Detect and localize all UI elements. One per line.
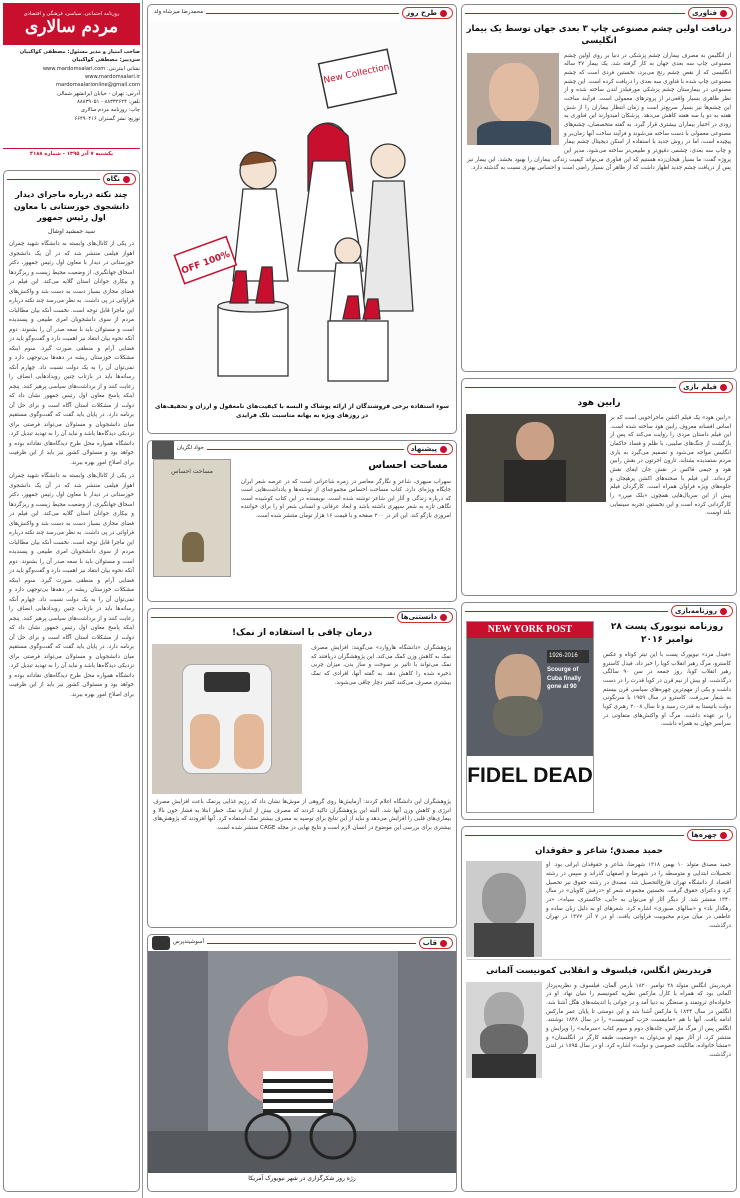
bullet-icon <box>440 940 447 947</box>
section-header <box>462 827 736 843</box>
bullet-icon <box>123 176 130 183</box>
section-tag-label: نگاه <box>106 174 120 183</box>
film-content <box>462 412 736 520</box>
section-tag <box>407 443 453 455</box>
section-tag-label: چهره‌ها <box>691 830 717 839</box>
portrait-beard <box>480 1024 528 1058</box>
middle-column <box>147 0 457 1198</box>
bullet-icon <box>720 384 727 391</box>
nyp-headline: FIDEL DEAD <box>467 764 593 787</box>
article-title: دریافت اولین چشم مصنوعی چاپ ۳ بعدی جهان توسط یک بیمار انگلیسی <box>466 24 732 47</box>
author-block <box>152 440 204 459</box>
photographer-block <box>152 936 204 950</box>
fanavari-box <box>461 4 737 372</box>
parade-photo <box>148 951 456 1173</box>
pub-line: mardomsalarionline@gmail.com <box>55 82 140 89</box>
section-tag-label: پیشنهاد <box>410 444 437 453</box>
fanavari-content <box>462 50 736 175</box>
article-body: «رابین هود» یک فیلم اکشن ماجراجویی است که بر اساس افسانه معروف رابین هود ساخته شده است. این فیلم داستان مردی را روایت می‌کند که پس از بازگشت از جنگ‌های صلیبی، با ظلم و فساد حاکمان انگلیس مواجه می‌شود و تصمیم می‌گیرد به یاری مردم ستمدیده بشتابد. تارون اجرتون در نقش رابین هود و جیمی فاکس در نقش جان ایفای نقش کرده‌اند. این فیلم با صحنه‌های اکشن پرهیجان و جلوه‌های ویژه فراوان همراه است. کارگردان فیلم پیش از این سریال‌هایی همچون «بلک میرر» را کارگردانی کرده است و این نخستین تجربه سینمایی بلند اوست. <box>610 415 731 517</box>
section-header <box>462 379 736 395</box>
masthead-tagline: روزنامه اجتماعی، سیاسی، فرهنگی و اقتصادی <box>23 11 120 18</box>
pishnahad-content <box>148 457 456 579</box>
pub-line: آدرس: تهران - خیابان ایرانشهر شمالی <box>57 90 140 97</box>
article-title: مساحت احساس <box>368 460 448 471</box>
divider <box>467 959 731 960</box>
danestaniha-text <box>306 642 456 796</box>
danestaniha-box <box>147 608 457 928</box>
portrait-suit <box>472 1054 536 1078</box>
bullet-icon <box>720 832 727 839</box>
pishnahad-text <box>236 457 456 579</box>
person-body: حمید مصدق متولد ۱۰ بهمن ۱۳۱۸ شهرضا، شاعر و حقوقدان ایرانی بود. او تحصیلات ابتدایی و متوسطه را در شهرضا و اصفهان گذراند و سپس در رشته اقتصاد از دانشگاه تهران فارغ‌التحصیل شد. مصدق در رشته حقوق نیز تحصیل کرد و دکترای حقوق گرفت. نخستین مجموعه شعر او «درفش کاویان» در سال ۱۳۴۰ منتشر شد. از دیگر آثار او می‌توان به «آبی، خاکستری، سیاه»، «در رهگذار باد» و «سالهای صبوری» اشاره کرد. شعرهای او به دلیل زبان ساده و عاطفی در میان مردم محبوبیت فراوانی یافت. او در ۷ آذر ۱۳۷۷ در تهران درگذشت. <box>546 862 731 929</box>
section-tag-label: روزنامه‌بازی <box>675 606 717 615</box>
section-tag <box>687 829 733 841</box>
book-cover-figure <box>182 532 204 562</box>
bullet-icon <box>440 614 447 621</box>
left-column <box>0 0 143 1198</box>
article-body: پژوهشگران «دانشگاه هاروارد» می‌گویند: افزایش مصرف نمک به کاهش وزن کمک می‌کند. این پژوهشگران دریافتند که نمک می‌تواند با تاثیر بر سوخت و ساز بدن، میزان چربی ذخیره شده را کاهش دهد. به گفته آنها، افرادی که نمک بیشتری مصرف می‌کنند کمتر دچار چاقی می‌شوند. <box>311 645 451 686</box>
section-tag <box>679 381 733 393</box>
patient-photo <box>467 53 559 145</box>
pub-line: صاحب امتیاز و مدیر مسئول: مصطفی کواکبیان <box>19 49 140 55</box>
bullet-icon <box>720 608 727 615</box>
cartoon-box <box>147 4 457 434</box>
chehreha-box <box>461 826 737 1192</box>
pub-line: www.mardomsalari.ir <box>85 73 140 80</box>
portrait-face <box>482 873 526 925</box>
article-body: در یکی از کانال‌های وابسته به دانشگاه شهید چمران اهواز فیلمی منتشر شد که در آن یک دانشجوی خوزستانی در دیدار با معاون اول رئیس جمهور، دکتر اسحاق جهانگیری، از وضعیت محیط زیست و ریزگردها و بیکاری جوانان استان گلایه می‌کند. این فیلم در فضای مجازی بسیار دست به دست شد و واکنش‌های فراوانی در پی داشت. به نظر می‌رسد چند نکته درباره این ماجرا قابل توجه است. نخست آنکه بیان مطالبات مردم از سوی دانشجویان امری طبیعی و پسندیده است و مسئولان باید با سعه صدر آن را بشنوند. دوم آنکه نحوه بیان انتقاد نیز اهمیت دارد و گفت‌وگو باید در فضایی آرام و منطقی صورت گیرد. سوم اینکه مشکلات خوزستان ریشه در دهه‌ها بی‌توجهی دارد و نمی‌توان آن را به یک دولت نسبت داد. چهارم آنکه رسانه‌ها باید در بازتاب چنین رویدادهایی انصاف را رعایت کنند و از برداشت‌های سیاسی پرهیز کنند. پنجم اینکه پاسخ معاون اول رئیس جمهور نشان داد که دولت از مشکلات استان آگاه است و برای حل آن برنامه دارد. در پایان باید گفت که گفت‌وگوی مستقیم میان دانشجویان و مسئولان می‌تواند فرصتی برای نزدیکی دیدگاه‌ها باشد و نباید آن را به تهدید تبدیل کرد. دانشگاه همواره محل طرح دیدگاه‌های نقادانه بوده و خواهد بود و مسئولان کشور نیز باید از این ظرفیت برای اصلاح امور بهره ببرند. <box>9 473 134 698</box>
film-box <box>461 378 737 596</box>
section-header <box>148 5 456 21</box>
nyp-years: 1926-2016 <box>547 650 589 663</box>
section-tag <box>688 7 733 19</box>
actor-face <box>516 422 554 462</box>
film-still <box>466 414 606 502</box>
article-body: «فیدل مرد» نیویورک پست با این تیتر کوتاه و عکس کاسترو، مرگ رهبر انقلاب کوبا را خبر داد. فیدل کاسترو رهبر انقلاب کوبا، روز جمعه در سن ۹۰ سالگی درگذشت. او بیش از نیم قرن در کوبا قدرت را در دست داشت و یکی از مهم‌ترین چهره‌های سیاسی قرن بیستم به شمار می‌رفت. کاسترو در سال ۱۹۵۹ با سرنگونی دولت باتیستا به قدرت رسید و تا سال ۲۰۰۸ رهبری کوبا را بر عهده داشت. مرگ او واکنش‌های متفاوتی در سراسر جهان به همراه داشت. <box>603 652 731 728</box>
section-tag <box>103 173 136 185</box>
divider <box>465 13 685 14</box>
article-body: از انگلیس به مصرف بیماران چشم پزشکی در دنیا بر روی اولین چشم مصنوعی چاپ سه بعدی جهان به کار گرفته شد. یک بیمار ۴۷ ساله انگلیسی که از نقص چشم رنج می‌برد، نخستین فردی است که چشم مصنوعی چاپ شده با فناوری سه بعدی را دریافت کرده است. این چشم مصنوعی در بیمارستان چشم پزشکی مورفیلدز لندن ساخته شده و از نظر ظاهری بسیار واقعی‌تر از پروتزهای معمولی است. فرآیند ساخت این چشم‌ها نیز بسیار سریع‌تر است و زمان انتظار بیماران را از شش هفته به دو یا سه هفته کاهش می‌دهد. پزشکان امیدوارند این فناوری به زودی در اختیار بیماران بیشتری قرار گیرد. به گفته متخصصان، چشم‌های مصنوعی معمولی با دست ساخته می‌شوند و فرآیند ساخت آنها زمان‌بر و پیچیده است، اما در روش جدید با استفاده از اسکن دیجیتال چشم بیمار و چاپ سه بعدی، چشمی دقیق‌تر و طبیعی‌تر ساخته می‌شود. مدیر این پروژه گفت: ما بسیار هیجان‌زده هستیم که این فناوری می‌تواند کیفیت زندگی بیماران را بهبود بخشد. این بیمار نیز پس از دریافت چشم جدید اظهار داشت که از ظاهر آن بسیار راضی است و احساس بهتری نسبت به گذشته دارد. <box>467 52 731 172</box>
engels-photo <box>466 982 542 1078</box>
person-title: حمید مصدق؛ شاعر و حقوقدان <box>535 846 663 856</box>
publication-info <box>3 48 140 123</box>
pub-line: توزیع: نشر گستران ۶۶۴۹۰۴۱۶ <box>74 115 140 122</box>
nyp-logo: NEW YORK POST <box>467 622 593 638</box>
article-title: درمان چاقی با استفاده از نمک! <box>231 628 373 638</box>
divider <box>206 13 399 14</box>
masthead <box>3 3 140 45</box>
camera-icon <box>152 936 170 950</box>
section-header <box>462 5 736 21</box>
section-tag-label: قاب <box>422 938 437 947</box>
nyp-subhead: Scourge of Cuba finally gone at 90 <box>547 667 582 691</box>
pub-line: چاپ: روزنامه مردم سالاری <box>80 107 140 114</box>
section-tag-label: فناوری <box>692 8 717 17</box>
rooznameh-text <box>598 619 736 815</box>
person1-content <box>462 859 736 932</box>
actor-costume <box>504 460 566 502</box>
divider <box>465 835 684 836</box>
divider <box>7 179 100 180</box>
neghah-box <box>3 170 140 1192</box>
scale-display <box>204 672 250 692</box>
cartoon-caption: سوء استفاده برخی فروشندگان از ارائه پوشاک و البسه با کیفیت‌های نامعقول و ارزان و تخفیف‌های در روزهای ویژه به بهانه مناسبت بلک فرایدی <box>155 403 449 419</box>
right-column <box>461 0 740 1198</box>
nyp-photo <box>467 638 593 756</box>
left-foot <box>190 714 220 769</box>
castro-beard <box>493 696 543 736</box>
scale-photo <box>152 644 302 794</box>
sign-100-off: 100% OFF <box>180 249 232 277</box>
issue-date: یکشنبه ۷ آذر ۱۳۹۵ - شماره ۴۱۸۸ <box>3 148 140 159</box>
section-header <box>148 935 456 951</box>
patient-face <box>489 63 539 123</box>
divider <box>465 387 676 388</box>
pub-line: تلفن: ۸۸۳۳۲۶۲۴ - ۸۸۸۳۹۰۵۱ <box>77 98 140 105</box>
section-tag-label: طرح روز <box>406 8 437 17</box>
article-title: چند نکته درباره ماجرای دیدار دانشجوی خوزستانی با معاون اول رئیس جمهور <box>13 190 130 223</box>
section-tag-label: فیلم بازی <box>683 382 717 391</box>
divider <box>465 611 668 612</box>
bullet-icon <box>440 446 447 453</box>
person2-content <box>462 980 736 1062</box>
pishnahad-author: جواد لگزیان <box>177 445 204 452</box>
rooznameh-content <box>462 619 736 815</box>
divider <box>207 449 404 450</box>
section-tag <box>419 937 453 949</box>
article-author: سید جمشید اوشال <box>47 227 96 235</box>
ghab-box <box>147 934 457 1192</box>
cartoon-author: محمدرضا میرشاه ولد <box>154 9 204 16</box>
rooznameh-box <box>461 602 737 820</box>
danestaniha-content <box>148 642 456 796</box>
book-cover <box>153 459 231 577</box>
person-body: فریدریش انگلس متولد ۲۸ نوامبر ۱۸۲۰ بارمن آلمان، فیلسوف و نظریه‌پرداز آلمانی بود که همراه با کارل مارکس نظریه کمونیسم را بنیان نهاد. او در خانواده‌ای ثروتمند و صنعتگر به دنیا آمد و در جوانی با اندیشه‌های هگل آشنا شد. انگلس در سال ۱۸۴۴ با مارکس آشنا شد و این دوستی تا پایان عمر مارکس ادامه یافت. آنها با هم «مانیفست حزب کمونیست» را در سال ۱۸۴۸ نوشتند. انگلس پس از مرگ مارکس، جلدهای دوم و سوم کتاب «سرمایه» را ویرایش و منتشر کرد. از آثار مهم او می‌توان به «وضعیت طبقه کارگر در انگلستان» و «منشأ خانواده، مالکیت خصوصی و دولت» اشاره کرد. او در سال ۱۸۹۵ در لندن درگذشت. <box>546 982 731 1058</box>
article-title: روزنامه نیویورک پست ۲۸ نوامبر ۲۰۱۶ <box>610 622 724 646</box>
section-header <box>462 603 736 619</box>
bullet-icon <box>720 10 727 17</box>
section-header <box>4 171 139 187</box>
masthead-name: مردم سالاری <box>24 17 119 38</box>
bullet-icon <box>440 10 447 17</box>
book-cover-title: مساحت احساس <box>171 468 213 475</box>
article-body: در یکی از کانال‌های وابسته به دانشگاه شهید چمران اهواز فیلمی منتشر شد که در آن یک دانشجوی خوزستانی در دیدار با معاون اول رئیس جمهور، دکتر اسحاق جهانگیری، از وضعیت محیط زیست و ریزگردها و بیکاری جوانان استان گلایه می‌کند. این فیلم در فضای مجازی بسیار دست به دست شد و واکنش‌های فراوانی در پی داشت. به نظر می‌رسد چند نکته درباره این ماجرا قابل توجه است. نخست آنکه بیان مطالبات مردم از سوی دانشجویان امری طبیعی و پسندیده است و مسئولان باید با سعه صدر آن را بشنوند. دوم آنکه نحوه بیان انتقاد نیز اهمیت دارد و گفت‌وگو باید در فضایی آرام و منطقی صورت گیرد. سوم اینکه مشکلات خوزستان ریشه در دهه‌ها بی‌توجهی دارد و نمی‌توان آن را به یک دولت نسبت داد. چهارم آنکه رسانه‌ها باید در بازتاب چنین رویدادهایی انصاف را رعایت کنند و از برداشت‌های سیاسی پرهیز کنند. پنجم اینکه پاسخ معاون اول رئیس جمهور نشان داد که دولت از مشکلات استان آگاه است و برای حل آن برنامه دارد. در پایان باید گفت که گفت‌وگوی مستقیم میان دانشجویان و مسئولان می‌تواند فرصتی برای نزدیکی دیدگاه‌ها باشد و نباید آن را به تهدید تبدیل کرد. دانشگاه همواره محل طرح دیدگاه‌های نقادانه بوده و خواهد بود و مسئولان کشور نیز باید از این ظرفیت برای اصلاح امور بهره ببرند. <box>9 241 134 466</box>
nyp-frontpage <box>466 621 594 813</box>
pub-line: سردبیر: مصطفی کواکبیان <box>71 57 140 64</box>
photographer: آسوشیتدپرس <box>173 939 205 946</box>
patient-shirt <box>477 121 551 145</box>
section-tag <box>402 7 453 19</box>
divider <box>207 943 416 944</box>
pub-line: نشانی اینترنتی: www.mardomsalari.com <box>42 65 140 72</box>
article-body: پژوهشگران این دانشگاه اعلام کردند: آزمایش‌ها روی گروهی از موش‌ها نشان داد که رژیم غذایی پرنمک باعث افزایش مصرف انرژی و کاهش وزن آنها شد. البته این پژوهشگران تاکید کردند که مصرف بیش از اندازه نمک خطر ابتلا به فشار خون بالا و بیماری‌های قلبی را افزایش می‌دهد و نباید از این نتایج برای توصیه به مصرف بیشتر نمک استفاده کرد. آنها افزودند که پژوهش‌های بیشتری برای بررسی این موضوع در انسان لازم است و نتایج نهایی در مجله CAGE منتشر شده است. <box>153 799 451 832</box>
mosaddegh-photo <box>466 861 542 957</box>
photo-caption: رژه روز شکرگزاری در شهر نیویورک آمریکا <box>248 1175 356 1182</box>
section-header <box>148 441 456 457</box>
section-tag-label: دانستنی‌ها <box>400 612 437 621</box>
article-body: سهراب سپهری، شاعر و نگارگر معاصر در زمره شاعرانی است که در عرصه شعر ایران جایگاه ویژه‌ای دارد. کتاب مساحت احساس مجموعه‌ای از نوشته‌ها و یادداشت‌هایی است که درباره زندگی و آثار این شاعر نوشته شده است. نویسنده در این کتاب کوشیده است نگاهی تازه به شعر سپهری داشته باشد و ابعاد عرفانی و انسانی شعر او را برای خواننده امروزی بازگو کند. این اثر در ۲۰۰ صفحه و با قیمت ۱۶ هزار تومان منتشر شده است. <box>241 478 451 520</box>
author-photo <box>152 440 174 459</box>
section-tag <box>397 611 453 623</box>
portrait-suit <box>474 923 534 957</box>
section-tag <box>671 605 733 617</box>
section-header <box>148 609 456 625</box>
sign-new-collection: New Collection <box>322 62 391 87</box>
cartoon-illustration <box>148 21 456 401</box>
divider <box>151 617 394 618</box>
pishnahad-box <box>147 440 457 602</box>
article-title: رابین هود <box>577 398 621 408</box>
right-foot <box>234 714 264 769</box>
person-title: فریدریش انگلس، فیلسوف و انقلابی کمونیست آلمانی <box>486 966 712 977</box>
